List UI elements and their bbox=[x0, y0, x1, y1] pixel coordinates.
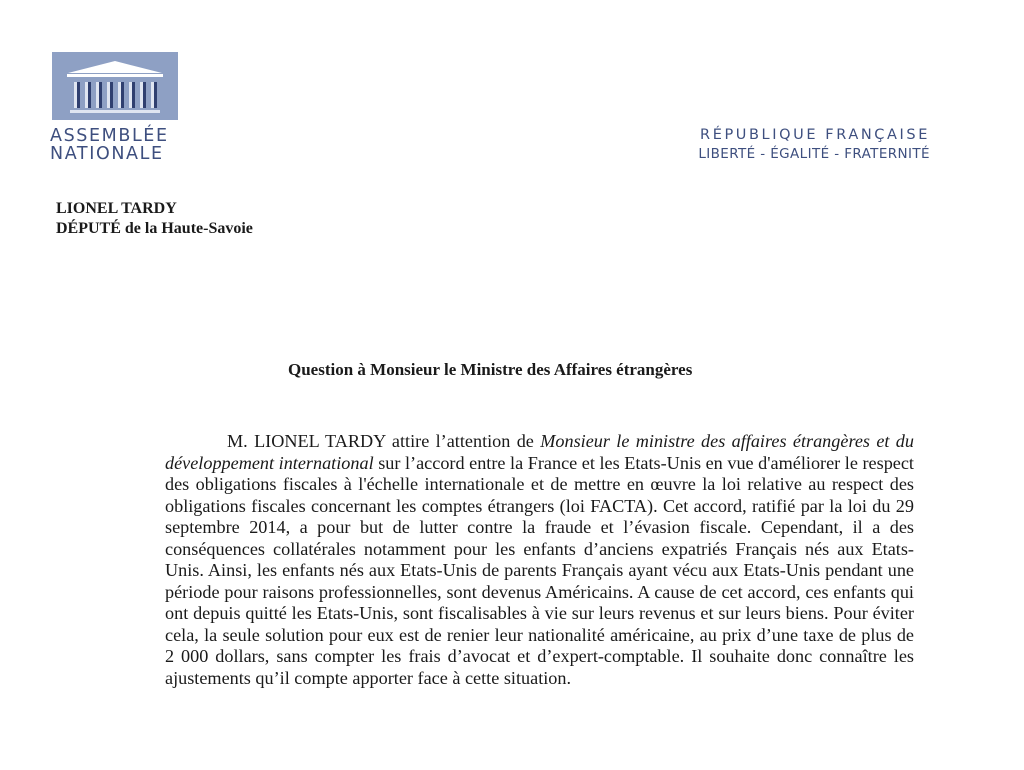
deputy-name: LIONEL TARDY bbox=[56, 200, 177, 217]
republic-motto-text: LIBERTÉ - ÉGALITÉ - FRATERNITÉ bbox=[698, 146, 930, 162]
deputy-title: DÉPUTÉ de la Haute-Savoie bbox=[56, 220, 253, 237]
republic-motto bbox=[698, 125, 930, 163]
palais-bourbon-icon bbox=[52, 52, 178, 120]
question-addressee: Monsieur le ministre des affaires étrangères et du développement international bbox=[165, 431, 914, 473]
logo-text-line2: NATIONALE bbox=[50, 144, 164, 164]
republic-name: RÉPUBLIQUE FRANÇAISE bbox=[700, 127, 930, 143]
question-body bbox=[165, 431, 914, 689]
question-title: Question à Monsieur le Ministre des Affaires étrangères bbox=[288, 360, 693, 379]
logo-text-line1: ASSEMBLÉE bbox=[50, 126, 169, 146]
question-intro: M. LIONEL TARDY attire l’attention de bbox=[227, 431, 541, 451]
deputy-block bbox=[56, 199, 253, 239]
palais-bourbon-svg bbox=[52, 52, 178, 120]
question-text: sur l’accord entre la France et les Etats-Unis en vue d'améliorer le respect des obligations fiscales à l'échelle internationale et de mettre en œuvre la loi relative au respect des obligations fiscales concernant les comptes étrangers (loi FACTA). Cet accord, ratifié par la loi du 29 septembre 2014, a pour but de lutter contre la fraude et l’évasion fiscale. Cependant, il a des conséquences collatérales notamment pour les enfants d’anciens expatriés Français nés aux Etats-Unis. Ainsi, les enfants nés aux Etats-Unis de parents Français ayant vécu aux Etats-Unis pendant une période pour raisons professionnelles, sont devenus Américains. A cause de cet accord, ces enfants qui ont depuis quitté les Etats-Unis, sont fiscalisables à vie sur leurs revenus et sur leurs biens. Pour éviter cela, la seule solution pour eux est de renier leur nationalité américaine, au prix d’une taxe de plus de 2 000 dollars, sans compter les frais d’avocat et d’expert-comptable. Il souhaite donc connaître les ajustements qu’il compte apporter face à cette situation. bbox=[165, 452, 914, 688]
